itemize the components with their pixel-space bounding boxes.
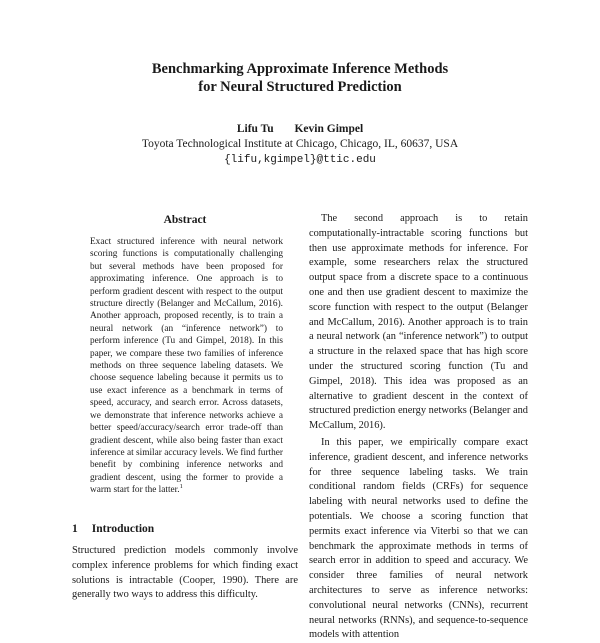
- section-heading-introduction: [72, 523, 154, 535]
- author-name: Kevin Gimpel: [294, 123, 364, 135]
- affiliation: Toyota Technological Institute at Chicago, Chicago, IL, 60637, USA: [141, 138, 459, 150]
- footnote-marker: 1: [179, 483, 183, 491]
- intro-paragraph: Structured prediction models commonly involve complex inference problems for which finding exact solutions is intractable (Cooper, 1990). There are generally two ways to address this difficulty.: [72, 545, 298, 601]
- affiliation-block: [0, 136, 600, 168]
- body-paragraph: In this paper, we empirically compare exact inference, gradient descent, and inference networks for three sequence labeling tasks. We train conditional random fields (CRFs) for sequence labeling with neural networks used to define the potentials. We choose a scoring function that permits exact inference via Viterbi so that we can benchmark the approximate methods in terms of search error in addition to speed and accuracy. We consider three families of neural network architectures to serve as inference networks: convolutional neural networks (CNNs), recurrent neural networks (RNNs), and sequence-to-sequence models with attention: [309, 436, 528, 641]
- author-email: {lifu,kgimpel}@ttic.edu: [224, 154, 376, 166]
- paper-title-line-1: Benchmarking Approximate Inference Methods: [151, 61, 449, 77]
- author-name: Lifu Tu: [236, 123, 274, 135]
- section-number: 1: [72, 523, 78, 535]
- paper-title: [0, 60, 600, 96]
- paper-title-line-2: for Neural Structured Prediction: [198, 79, 402, 95]
- body-paragraph: The second approach is to retain computationally-intractable scoring functions but then use approximate methods for inference. For example, some researchers relax the structured output space from a discrete space to a continuous one and then use gradient descent to maximize the score function with respect to the output (Belanger and McCallum, 2016). Another approach is to train a neural network (an “inference network”) to output a structure in the relaxed space that has high score under the structured scoring function (Tu and Gimpel, 2018). This idea was proposed as an alternative to gradient descent in the context of structured prediction energy networks (Belanger and McCallum, 2016).: [309, 213, 528, 432]
- right-column: [309, 212, 528, 643]
- abstract-heading: Abstract: [163, 214, 207, 226]
- author-list: [0, 123, 600, 135]
- abstract-text: Exact structured inference with neural network scoring functions is computationally challenging but several methods have been proposed for approximating inference. One approach is to perform gradient descent with respect to the output structure directly (Belanger and McCallum, 2016). Another approach, proposed recently, is to train a neural network (an “inference network”) to perform inference (Tu and Gimpel, 2018). In this paper, we compare these two families of inference methods on three sequence labeling datasets. We choose sequence labeling because it permits us to use exact inference as a benchmark in terms of speed, accuracy, and search error. Across datasets, we demonstrate that inference networks achieve a better speed/accuracy/search error trade-off than gradient descent, while also being faster than exact inference at similar accuracy levels. We find further benefit by combining inference networks and gradient descent, using the former to provide a warm start for the latter.: [90, 237, 283, 496]
- abstract-body: [90, 236, 283, 497]
- section-title: Introduction: [91, 523, 155, 535]
